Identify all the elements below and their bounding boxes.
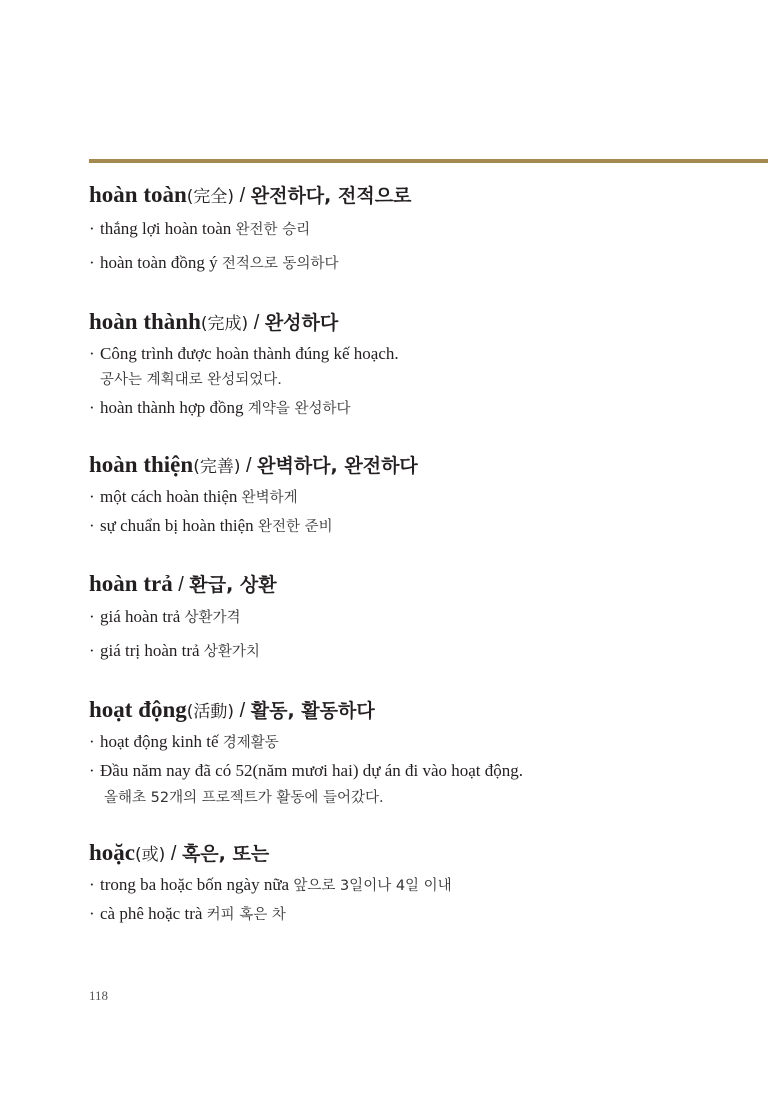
headword: hoàn thành	[89, 309, 201, 334]
separator: /	[172, 574, 190, 596]
headword: hoàn trả	[89, 571, 173, 596]
example-ko: 완전한 준비	[257, 519, 333, 535]
entry-hoan-thien	[89, 450, 759, 482]
bullet: ·	[89, 398, 95, 417]
example-line	[89, 252, 759, 275]
example-line	[89, 874, 759, 897]
example-vi: một cách hoàn thiện	[100, 487, 238, 506]
hanja: (完全)	[186, 187, 235, 207]
example-ko: 계약을 완성하다	[247, 401, 351, 417]
headword: hoặc	[89, 840, 135, 865]
bullet: ·	[89, 516, 95, 535]
page-number: 118	[89, 988, 109, 1003]
example-translation: 공사는 계획대로 완성되었다.	[100, 372, 282, 388]
headword: hoàn toàn	[89, 182, 187, 207]
example-vi: Đầu năm nay đã có 52(năm mươi hai) dự án đi vào hoạt động.	[100, 761, 524, 780]
example-ko: 커피 혹은 차	[206, 907, 286, 923]
separator: /	[234, 700, 251, 722]
hanja: (完成)	[200, 314, 249, 334]
example-line	[89, 218, 759, 241]
example-ko: 경제활동	[222, 735, 279, 751]
example-ko: 완벽하게	[241, 490, 298, 506]
example-line	[89, 731, 759, 754]
example-vi: cà phê hoặc trà	[100, 904, 203, 923]
bullet: ·	[89, 344, 95, 363]
example-vi: Công trình được hoàn thành đúng kế hoạch.	[100, 344, 399, 363]
example-ko: 완전한 승리	[235, 222, 311, 238]
headword-line	[89, 569, 759, 600]
meaning: 환급, 상환	[189, 574, 277, 596]
example-vi: giá hoàn trả	[100, 607, 181, 626]
example-line	[89, 343, 759, 365]
example-line	[89, 760, 759, 782]
example-line	[89, 606, 759, 629]
bullet: ·	[89, 253, 95, 272]
example-vi: trong ba hoặc bốn ngày nữa	[100, 875, 290, 894]
headword: hoàn thiện	[89, 452, 194, 477]
example-line	[89, 397, 759, 420]
hanja: (活動)	[186, 702, 235, 722]
hanja: (或)	[135, 845, 166, 865]
entry-hoac	[89, 838, 759, 870]
example-line	[89, 515, 759, 538]
example-vi: giá trị hoàn trả	[100, 641, 200, 660]
meaning: 혹은, 또는	[181, 843, 270, 865]
example-vi: thắng lợi hoàn toàn	[100, 219, 232, 238]
bullet: ·	[89, 641, 95, 660]
entry-hoan-toan	[89, 180, 759, 212]
bullet: ·	[89, 904, 95, 923]
bullet: ·	[89, 219, 95, 238]
example-ko: 앞으로 3일이나 4일 이내	[293, 878, 452, 894]
separator: /	[240, 455, 258, 477]
example-line	[89, 903, 759, 926]
headword-line	[89, 838, 759, 870]
example-translation: 올해초 52개의 프로젝트가 활동에 들어갔다.	[104, 790, 384, 806]
entry-hoan-thanh	[89, 307, 759, 339]
separator: /	[234, 185, 251, 207]
separator: /	[248, 312, 265, 334]
header-rule	[89, 159, 768, 163]
example-ko: 전적으로 동의하다	[221, 256, 339, 272]
hanja: (完善)	[193, 457, 241, 477]
headword-line	[89, 450, 759, 482]
bullet: ·	[89, 487, 95, 506]
meaning: 완벽하다, 완전하다	[257, 455, 418, 477]
example-ko: 상환가치	[203, 644, 260, 660]
headword-line	[89, 695, 759, 727]
headword-line	[89, 307, 759, 339]
bullet: ·	[89, 607, 95, 626]
example-vi: hoàn toàn đồng ý	[100, 253, 218, 272]
bullet: ·	[89, 732, 95, 751]
example-vi: hoàn thành hợp đồng	[100, 398, 244, 417]
example-line	[89, 640, 759, 663]
entry-hoat-dong	[89, 695, 759, 727]
headword-line	[89, 180, 759, 212]
entry-hoan-tra	[89, 569, 759, 600]
meaning: 완전하다, 전적으로	[250, 185, 412, 207]
example-vi: sự chuẩn bị hoàn thiện	[100, 516, 254, 535]
meaning: 완성하다	[264, 312, 339, 334]
example-vi: hoạt động kinh tế	[100, 732, 219, 751]
bullet: ·	[89, 875, 95, 894]
bullet: ·	[89, 761, 95, 780]
example-line	[89, 486, 759, 509]
separator: /	[165, 843, 182, 865]
meaning: 활동, 활동하다	[250, 700, 375, 722]
example-ko: 상환가격	[184, 610, 241, 626]
headword: hoạt động	[89, 697, 187, 722]
